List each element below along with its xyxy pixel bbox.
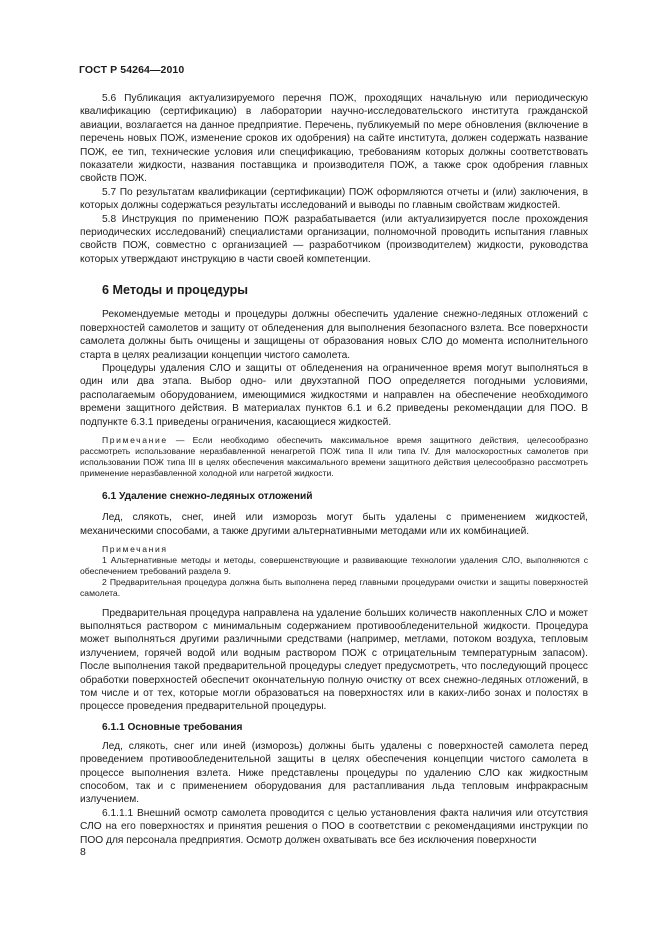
- section-6-1-1-paragraph-1: Лед, слякоть, снег или иней (изморозь) должны быть удалены с поверхностей самолета перед проведением противообледенительной защиты в целях обеспечения концепции чистого самолета в процессе выполнения взлета. Ниже представлены процедуры по удалению СЛО как жидкостным способом, так и с применением оборудования для растапливания льда тепловым инфракрасным излучением.: [80, 740, 588, 806]
- section-6-1-1-heading: 6.1.1 Основные требования: [102, 721, 243, 733]
- document-body: [80, 92, 588, 847]
- paragraph-5-6: 5.6 Публикация актуализируемого перечня ПОЖ, проходящих начальную или периодическую квалификацию (сертификацию) в лаборатории научно-исследовательского института гражданской авиации, возлагается на данное предприятие. Перечень, публикуемый по мере обновления (включение в перечень новых ПОЖ, изменение сроков их одобрения) на сайте института, должен содержать название ПОЖ, ее тип, технические условия или спецификацию, требованиям которых должны соответствовать показатели жидкости, названия поставщика и производителя ПОЖ, а также срок одобрения главных свойств ПОЖ.: [80, 93, 588, 185]
- note-text: — Если необходимо обеспечить максимальное время защитного действия, целесообразно рассмотреть использование неразбавленной ненагретой ПОЖ типа II или типа IV. Для малоскоростных самолетов при использовании ПОЖ типа III в целях обеспечения максимального времени защитного действия целесообразно рассмотреть применение неразбавленной холодной или нагретой жидкости.: [80, 434, 588, 479]
- page-header-standard: ГОСТ Р 54264—2010: [79, 64, 185, 76]
- section-6-1-1-paragraph-2: 6.1.1.1 Внешний осмотр самолета проводится с целью установления факта наличия или отсутствия СЛО на его поверхностях и принятия решения о ПОО в соответствии с рекомендациями инструкции по ПОО для персонала предприятия. Осмотр должен охватывать все без исключения поверхности: [80, 807, 588, 846]
- section-6-1-paragraph-2: Предварительная процедура направлена на удаление больших количеств накопленных СЛО и может выполняться раствором с минимальным содержанием противообледенительной жидкости. Процедура может выполняться другими различными средствами (например, метлами, потоком воздуха, тепловым излучением, горячей водой или водным раствором ПОЖ с отрицательным температурным запасом). После выполнения такой предварительной процедуры следует предусмотреть, что последующий процесс обработки поверхностей обеспечит окончательную полную очистку от всех снежно-ледяных отложений, в том числе и от тех, которые могли образоваться на поверхностях или в каких-либо зонах и полостях в процессе проведения предварительной процедуры.: [80, 607, 588, 713]
- page-number: 8: [80, 846, 86, 858]
- notes-title: Примечания: [102, 544, 168, 555]
- paragraph-5-8: 5.8 Инструкция по применению ПОЖ разрабатывается (или актуализируется после прохождения периодических исследований) специалистами организации, полномочной проводить испытания главных свойств ПОЖ, совместно с организацией — разработчиком (производителем) жидкости, руководства которых утверждают инструкцию в части своей компетенции.: [80, 213, 588, 265]
- section-6-paragraph-2: Процедуры удаления СЛО и защиты от обледенения на ограниченное время могут выполняться в один или два этапа. Выбор одно- или двухэтапной ПОО определяется погодными условиями, располагаемым оборудованием, имеющимися жидкостями и направлен на обеспечение необходимого времени защитного действия. В материалах пунктов 6.1 и 6.2 приведены рекомендации для ПОО. В подпункте 6.3.1 приведены ограничения, касающиеся жидкостей.: [80, 362, 588, 428]
- section-6-1-note-2: 2 Предварительная процедура должна быть выполнена перед главными процедурами очистки и защиты поверхностей самолета.: [80, 577, 588, 599]
- section-6-1-note-1: 1 Альтернативные методы и методы, совершенствующие и развивающие технологии удаления СЛО, выполняются с обеспечением требований раздела 9.: [80, 555, 588, 577]
- paragraph-5-7: 5.7 По результатам квалификации (сертификации) ПОЖ оформляются отчеты и (или) заключения, в которых должны содержаться результаты исследований и выводы по главным свойствам жидкостей.: [80, 186, 588, 212]
- section-6-1-heading: 6.1 Удаление снежно-ледяных отложений: [102, 491, 313, 503]
- note-label: Примечание: [102, 434, 168, 445]
- section-6-heading: 6 Методы и процедуры: [102, 283, 249, 298]
- section-6-1-paragraph-1: Лед, слякоть, снег, иней или изморозь могут быть удалены с применением жидкостей, механическими способами, а также другими альтернативными методами или их комбинацией.: [80, 512, 588, 537]
- section-6-note: [80, 435, 588, 479]
- section-6-paragraph-1: Рекомендуемые методы и процедуры должны обеспечить удаление снежно-ледяных отложений с поверхностей самолетов и защиту от обледенения для выполнения безопасного взлета. Все поверхности самолета должны быть очищены и защищены от образования новых СЛО до момента исполнительного старта в целях реализации концепции чистого самолета.: [80, 309, 588, 361]
